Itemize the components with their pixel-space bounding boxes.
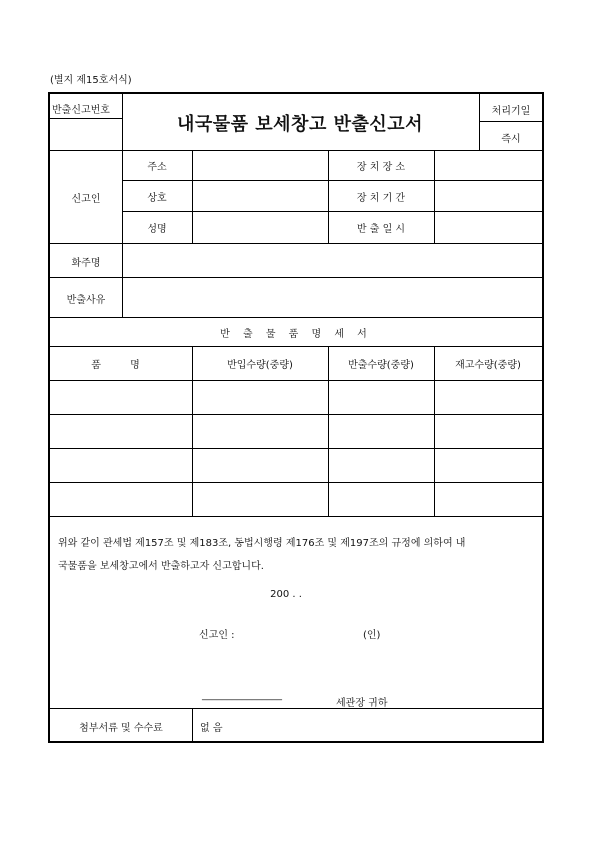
seal-mark: (인) <box>363 630 381 641</box>
release-date-label: 반 출 일 시 <box>356 224 406 235</box>
divider <box>479 121 542 122</box>
col-item-name: 품 명 <box>91 360 153 371</box>
divider <box>434 150 435 243</box>
divider <box>479 94 480 150</box>
divider <box>50 118 122 119</box>
processing-period-label: 처리기일 <box>491 106 531 117</box>
divider <box>122 211 542 212</box>
col-out-quantity: 반출수량(중량) <box>348 360 414 371</box>
divider <box>50 448 542 449</box>
addressee: 세관장 귀하 <box>336 698 388 709</box>
addressee-blank: ________________ <box>202 690 282 701</box>
divider <box>434 346 435 516</box>
col-stock-quantity: 재고수량(중량) <box>455 360 521 371</box>
divider <box>50 317 542 318</box>
release-reason-label: 반출사유 <box>66 295 106 306</box>
form-title: 내국물품 보세창고 반출신고서 <box>176 114 424 135</box>
divider <box>328 346 329 516</box>
address-label: 주소 <box>147 162 167 173</box>
name-label: 성명 <box>147 224 167 235</box>
divider <box>50 380 542 381</box>
report-number-label: 반출신고번호 <box>52 105 110 116</box>
processing-period-value: 즉시 <box>501 134 521 145</box>
company-label: 상호 <box>147 193 167 204</box>
divider <box>50 243 542 244</box>
divider <box>50 150 542 151</box>
divider <box>192 150 193 243</box>
divider <box>328 150 329 243</box>
goods-section-title: 반 출 물 품 명 세 서 <box>220 329 372 340</box>
divider <box>122 94 123 150</box>
storage-place-label: 장 치 장 소 <box>356 162 406 173</box>
divider <box>50 482 542 483</box>
declarant-section-label: 신고인 <box>71 194 101 205</box>
divider <box>122 150 123 317</box>
divider <box>50 708 542 709</box>
statement-line-1: 위와 같이 관세법 제157조 및 제183조, 동법시행령 제176조 및 제197조의 규정에 의하여 내 <box>58 538 466 549</box>
declarant-signature-label: 신고인 : <box>199 630 235 641</box>
statement-line-2: 국물품을 보세창고에서 반출하고자 신고합니다. <box>58 561 264 572</box>
divider <box>50 346 542 347</box>
divider <box>122 180 542 181</box>
col-in-quantity: 반입수량(중량) <box>227 360 293 371</box>
divider <box>192 708 193 743</box>
divider <box>50 516 542 517</box>
storage-period-label: 장 치 기 간 <box>356 193 406 204</box>
divider <box>50 277 542 278</box>
divider <box>50 414 542 415</box>
attachments-label: 첨부서류 및 수수료 <box>79 723 163 734</box>
divider <box>192 346 193 516</box>
owner-label: 화주명 <box>71 258 101 269</box>
attachments-value: 없 음 <box>200 723 223 734</box>
declaration-form <box>48 92 544 743</box>
form-number-label: (별지 제15호서식) <box>50 75 132 86</box>
date-field: 200 . . <box>270 589 302 600</box>
